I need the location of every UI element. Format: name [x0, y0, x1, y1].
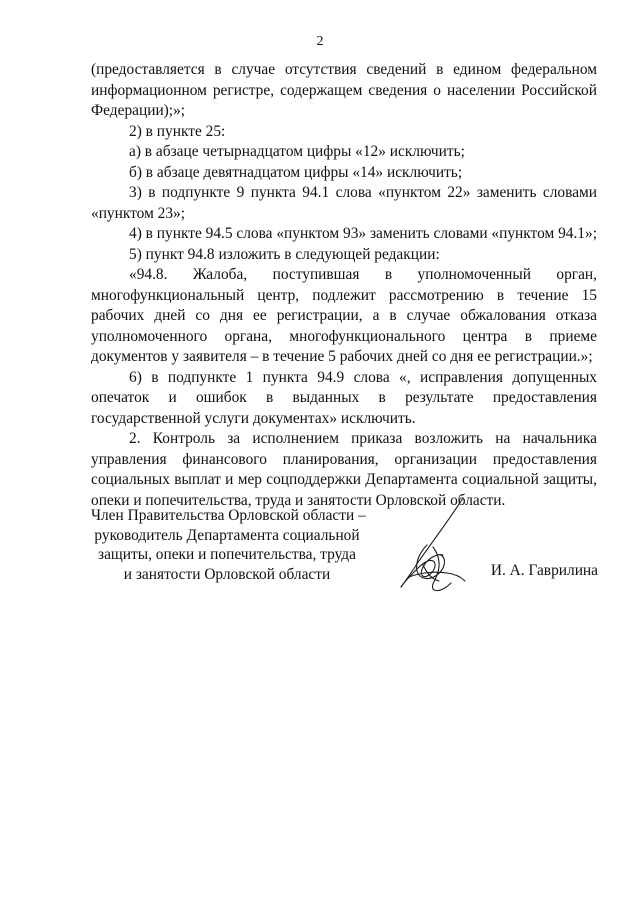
document-body [91, 60, 597, 511]
paragraph-item-5: 5) пункт 94.8 изложить в следующей редакции: [129, 245, 440, 263]
page-number: 2 [316, 34, 324, 49]
position-line: руководитель Департамента социальной [94, 526, 360, 544]
paragraph-item-2a: а) в абзаце четырнадцатом цифры «12» исключить; [129, 143, 465, 160]
position-line: защиты, опеки и попечительства, труда [98, 546, 356, 563]
paragraph-item-4: 4) в пункте 94.5 слова «пунктом 93» заменить словами «пунктом 94.1»; [129, 225, 597, 242]
paragraph-clause-2: 2. Контроль за исполнением приказа возложить на начальника управления финансового планирования, организации предоставления социальных выплат и мер соцподдержки Департамента социальной защиты, опеки и попечительства, труда и занятости Орловской области. [91, 430, 597, 509]
paragraph-item-6: 6) в подпункте 1 пункта 94.9 слова «, исправления допущенных опечаток и ошибок в выданных в результате предоставления государственной услуги документах» исключить. [91, 368, 597, 427]
paragraph-item-2b: б) в абзаце девятнадцатом цифры «14» исключить; [129, 163, 463, 181]
paragraph-item-3: 3) в подпункте 9 пункта 94.1 слова «пунктом 22» заменить словами «пунктом 23»; [91, 184, 597, 222]
paragraph-item-2: 2) в пункте 25: [129, 122, 226, 140]
handwritten-signature [393, 495, 473, 595]
signatory-name: И. А. Гаврилина [490, 562, 598, 579]
position-line: и занятости Орловской области [123, 565, 331, 583]
signatory-position [91, 506, 366, 584]
position-line: Член Правительства Орловской области – [91, 507, 366, 524]
paragraph-continuation: (предоставляется в случае отсутствия сведений в едином федеральном информационном регистре, содержащем сведения о населении Российской Федерации);»; [91, 61, 597, 119]
paragraph-quote-94-8: «94.8. Жалоба, поступившая в уполномоченный орган, многофункциональный центр, подлежит рассмотрению в течение 15 рабочих дней со дня ее регистрации, а в случае обжалования отказа уполномоченного органа, многофункционального центра в приеме документов у заявителя – в течение 5 рабочих дней со дня ее регистрации.»; [91, 266, 597, 365]
